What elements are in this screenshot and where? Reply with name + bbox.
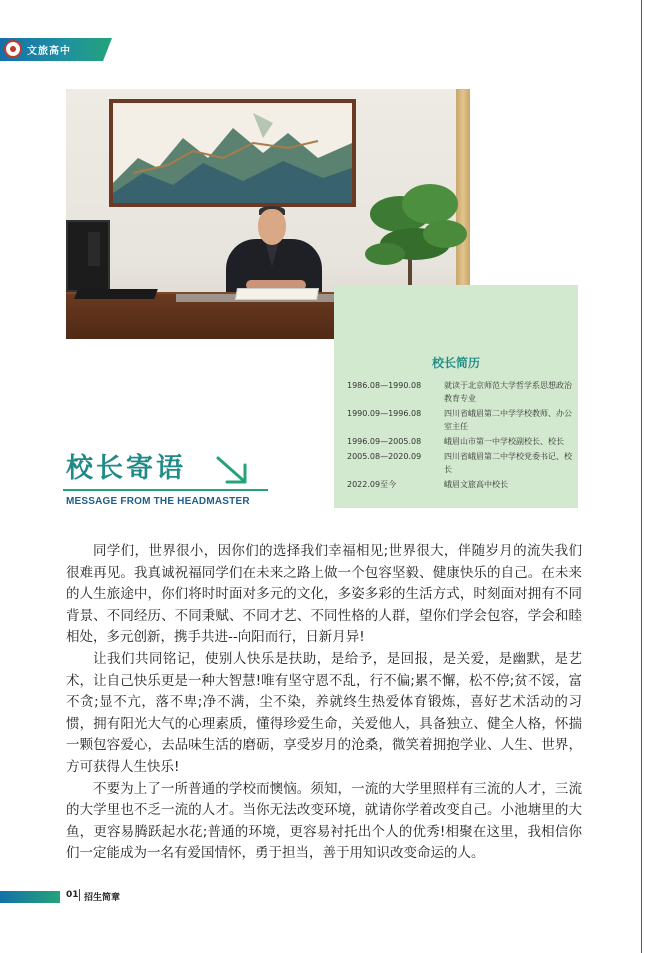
page-edge-rule — [641, 0, 642, 953]
profile-entry — [347, 435, 572, 448]
section-heading-en: MESSAGE FROM THE HEADMASTER — [66, 496, 250, 507]
profile-desc: 峨眉山市第一中学校副校长、校长 — [444, 437, 564, 446]
header-school-name: 文旅高中 — [27, 46, 71, 57]
profile-desc: 四川省峨眉第二中学校党委书记、校长 — [444, 452, 572, 474]
profile-entry — [347, 379, 572, 405]
profile-date: 1996.09—2005.08 — [347, 437, 422, 446]
heading-underline — [63, 489, 268, 491]
profile-date: 2022.09至今 — [347, 480, 397, 489]
profile-date: 1986.08—1990.08 — [347, 381, 422, 390]
section-heading-cn: 校长寄语 — [66, 453, 186, 484]
profile-desc: 就读于北京师范大学哲学系思想政治教育专业 — [444, 381, 572, 403]
letter-paragraph: 同学们，世界很小，因你们的选择我们幸福相见;世界很大，伴随岁月的流失我们很难再见。我真诚祝福同学们在未来之路上做一个包容坚毅、健康快乐的自己。在未来的人生旅途中，你们将时时面对多元的文化，多姿多彩的生活方式，时刻面对拥有不同背景、不同经历、不同秉赋、不同才艺、不同性格的人群，望你们学会包容，学会和睦相处，多元创新，携手共进--向阳而行，日新月异! — [66, 543, 582, 646]
headmaster-letter — [66, 541, 582, 865]
profile-date: 2005.08—2020.09 — [347, 452, 422, 461]
speaker — [88, 232, 100, 266]
profile-list — [347, 379, 572, 493]
great-wall-painting — [109, 99, 356, 207]
footer-separator — [79, 889, 80, 901]
profile-entry — [347, 478, 572, 491]
footer-title: 招生简章 — [84, 893, 121, 903]
page-number: 01 — [66, 890, 79, 900]
profile-entry — [347, 450, 572, 476]
profile-desc: 四川省峨眉第二中学学校教师、办公室主任 — [444, 409, 572, 431]
profile-desc: 峨眉文旅高中校长 — [444, 480, 508, 489]
profile-entry — [347, 407, 572, 433]
head — [258, 209, 286, 245]
footer-bar — [0, 891, 60, 903]
school-logo-icon — [4, 40, 22, 58]
keyboard — [74, 289, 158, 299]
letter-paragraph: 让我们共同铭记，使别人快乐是扶助，是给予，是回报，是关爱，是幽默，是艺术，让自己快乐更是一种大智慧!唯有坚守恩不乱，行不偏;累不懈，松不停;贫不馁，富不贪;显不亢，落不卑;净不满，尘不染，养就终生热爱体育锻炼，喜好艺术活动的习惯，拥有阳光大气的心理素质，懂得珍爱生命，关爱他人，具备独立、健全人格，怀揣一颗包容爱心，去品味生活的磨砺，享受岁月的沧桑，微笑着拥抱学业、人生、世界，方可获得人生快乐! — [66, 650, 582, 775]
open-book — [235, 288, 319, 300]
letter-paragraph: 不要为上了一所普通的学校而懊恼。须知，一流的大学里照样有三流的人才，三流的大学里也不乏一流的人才。当你无法改变环境，就请你学着改变自己。小池塘里的大鱼，更容易腾跃起水花;普通的环境，更容易衬托出个人的优秀!相聚在这里，我相信你们一定能成为一名有爱国情怀，勇于担当，善于用知识改变命运的人。 — [66, 780, 582, 862]
profile-box — [334, 285, 578, 508]
profile-date: 1990.09—1996.08 — [347, 409, 422, 418]
profile-title: 校长简历 — [431, 356, 480, 370]
arrow-down-right-icon — [214, 455, 254, 487]
